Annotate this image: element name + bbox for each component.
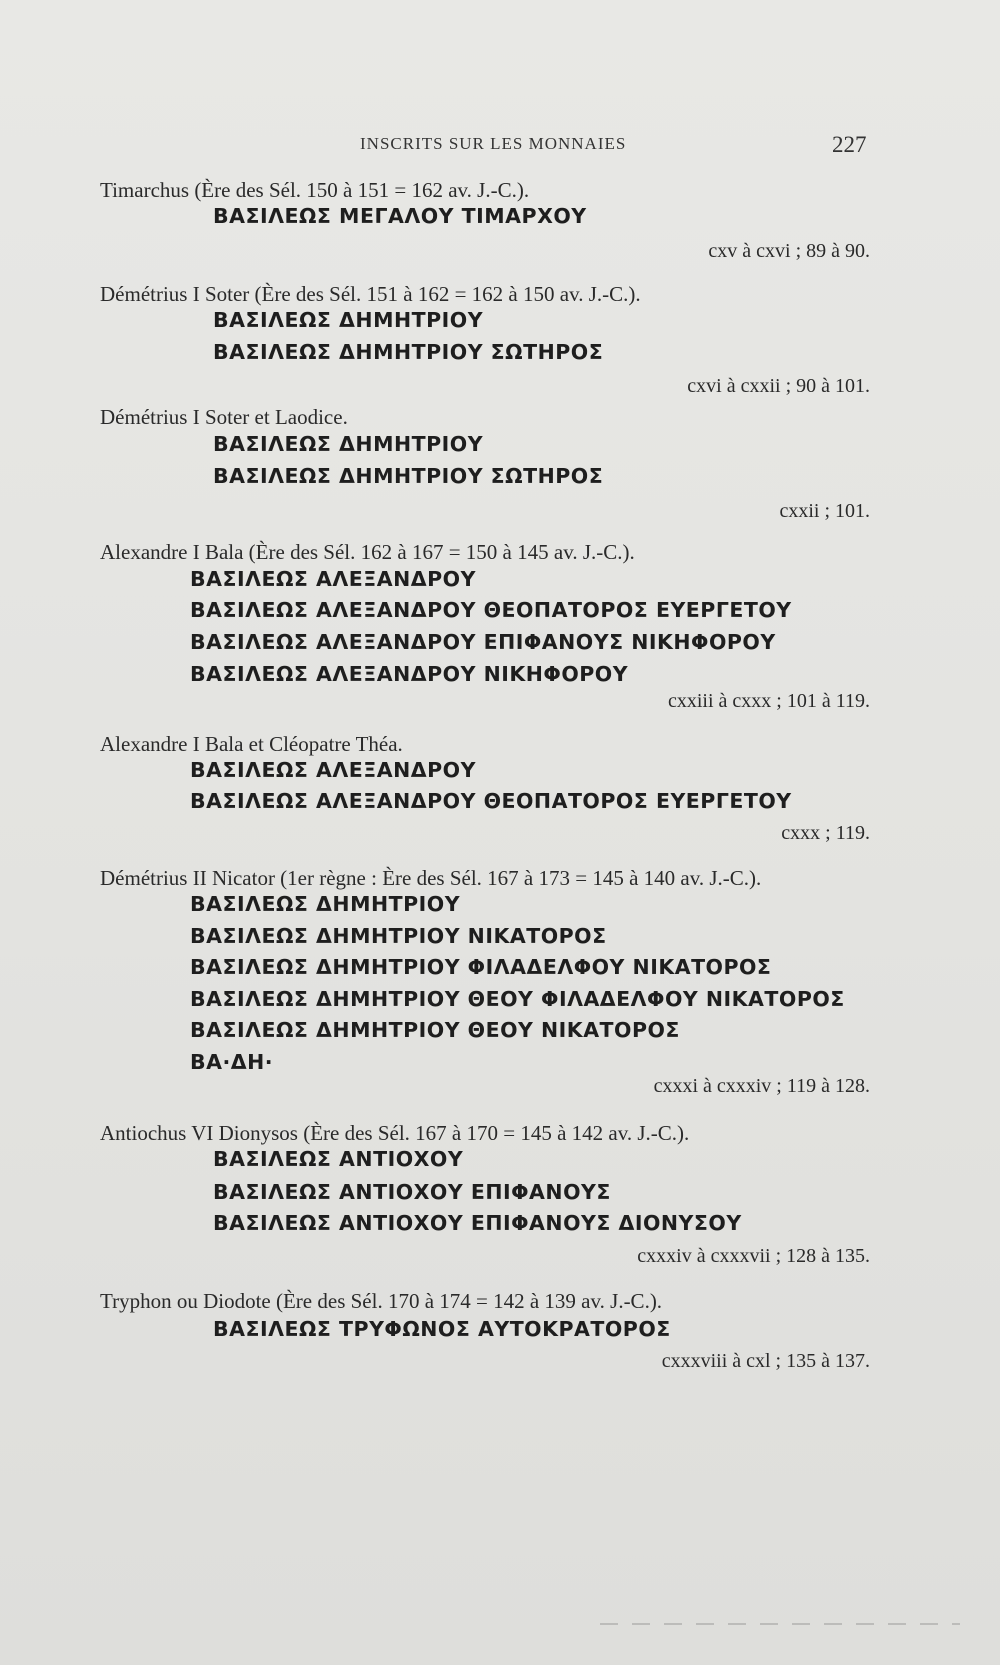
coin-legend: ΒΑΣΙΛΕΩΣ ΑΝΤΙΟΧΟΥ	[213, 1147, 464, 1171]
reign-heading: Timarchus (Ère des Sél. 150 à 151 = 162 av. J.-C.).	[100, 178, 530, 202]
bleed-through-mark	[600, 1623, 960, 1625]
plate-reference: cxxx ; 119.	[781, 822, 870, 844]
plate-reference: cxxxiv à cxxxvii ; 128 à 135.	[637, 1245, 870, 1267]
coin-legend: ΒΑΣΙΛΕΩΣ ΔΗΜΗΤΡΙΟΥ ΘΕΟΥ ΦΙΛΑΔΕΛΦΟΥ ΝΙΚΑΤΟΡΟΣ	[190, 987, 845, 1011]
coin-legend: ΒΑΣΙΛΕΩΣ ΑΝΤΙΟΧΟΥ ΕΠΙΦΑΝΟΥΣ ΔΙΟΝΥΣΟΥ	[213, 1211, 742, 1235]
running-title: INSCRITS SUR LES MONNAIES	[360, 134, 627, 153]
coin-legend: ΒΑΣΙΛΕΩΣ ΔΗΜΗΤΡΙΟΥ ΣΩΤΗΡΟΣ	[213, 464, 604, 488]
reign-heading: Démétrius I Soter et Laodice.	[100, 405, 348, 429]
coin-legend: ΒΑΣΙΛΕΩΣ ΔΗΜΗΤΡΙΟΥ	[213, 432, 484, 456]
reign-heading: Alexandre I Bala et Cléopatre Théa.	[100, 732, 403, 756]
reign-heading: Tryphon ou Diodote (Ère des Sél. 170 à 174 = 142 à 139 av. J.-C.).	[100, 1289, 663, 1313]
coin-legend: ΒΑΣΙΛΕΩΣ ΔΗΜΗΤΡΙΟΥ ΘΕΟΥ ΝΙΚΑΤΟΡΟΣ	[190, 1018, 680, 1042]
reign-heading: Antiochus VI Dionysos (Ère des Sél. 167 à 170 = 145 à 142 av. J.-C.).	[100, 1121, 690, 1145]
plate-reference: cxxii ; 101.	[779, 500, 870, 522]
coin-legend: ΒΑΣΙΛΕΩΣ ΔΗΜΗΤΡΙΟΥ ΣΩΤΗΡΟΣ	[213, 340, 604, 364]
coin-legend: ΒΑΣΙΛΕΩΣ ΑΛΕΞΑΝΔΡΟΥ ΝΙΚΗΦΟΡΟΥ	[190, 662, 629, 686]
reign-heading: Démétrius I Soter (Ère des Sél. 151 à 162 = 162 à 150 av. J.-C.).	[100, 282, 641, 306]
coin-legend: ΒΑΣΙΛΕΩΣ ΔΗΜΗΤΡΙΟΥ ΦΙΛΑΔΕΛΦΟΥ ΝΙΚΑΤΟΡΟΣ	[190, 955, 772, 979]
coin-legend: ΒΑΣΙΛΕΩΣ ΔΗΜΗΤΡΙΟΥ	[190, 892, 461, 916]
coin-legend: ΒΑΣΙΛΕΩΣ ΔΗΜΗΤΡΙΟΥ ΝΙΚΑΤΟΡΟΣ	[190, 924, 607, 948]
coin-legend: ΒΑΣΙΛΕΩΣ ΔΗΜΗΤΡΙΟΥ	[213, 308, 484, 332]
plate-reference: cxxxi à cxxxiv ; 119 à 128.	[653, 1075, 870, 1097]
reign-heading: Alexandre I Bala (Ère des Sél. 162 à 167 = 150 à 145 av. J.-C.).	[100, 540, 635, 564]
plate-reference: cxxxviii à cxl ; 135 à 137.	[661, 1350, 870, 1372]
page-number: 227	[832, 132, 867, 157]
coin-legend: ΒΑΣΙΛΕΩΣ ΜΕΓΑΛΟΥ ΤΙΜΑΡΧΟΥ	[213, 204, 587, 228]
plate-reference: cxvi à cxxii ; 90 à 101.	[687, 375, 870, 397]
coin-legend: ΒΑΣΙΛΕΩΣ ΑΛΕΞΑΝΔΡΟΥ	[190, 567, 476, 591]
coin-legend: ΒΑΣΙΛΕΩΣ ΑΛΕΞΑΝΔΡΟΥ	[190, 758, 476, 782]
plate-reference: cxv à cxvi ; 89 à 90.	[708, 240, 870, 262]
coin-legend: ΒΑ·ΔΗ·	[190, 1050, 274, 1074]
plate-reference: cxxiii à cxxx ; 101 à 119.	[668, 690, 870, 712]
running-header	[0, 134, 1000, 164]
coin-legend: ΒΑΣΙΛΕΩΣ ΑΛΕΞΑΝΔΡΟΥ ΘΕΟΠΑΤΟΡΟΣ ΕΥΕΡΓΕΤΟΥ	[190, 598, 792, 622]
reign-heading: Démétrius II Nicator (1er règne : Ère des Sél. 167 à 173 = 145 à 140 av. J.-C.).	[100, 866, 762, 890]
coin-legend: ΒΑΣΙΛΕΩΣ ΑΛΕΞΑΝΔΡΟΥ ΕΠΙΦΑΝΟΥΣ ΝΙΚΗΦΟΡΟΥ	[190, 630, 776, 654]
coin-legend: ΒΑΣΙΛΕΩΣ ΑΝΤΙΟΧΟΥ ΕΠΙΦΑΝΟΥΣ	[213, 1180, 611, 1204]
coin-legend: ΒΑΣΙΛΕΩΣ ΑΛΕΞΑΝΔΡΟΥ ΘΕΟΠΑΤΟΡΟΣ ΕΥΕΡΓΕΤΟΥ	[190, 789, 792, 813]
coin-legend: ΒΑΣΙΛΕΩΣ ΤΡΥΦΩΝΟΣ ΑΥΤΟΚΡΑΤΟΡΟΣ	[213, 1317, 671, 1341]
